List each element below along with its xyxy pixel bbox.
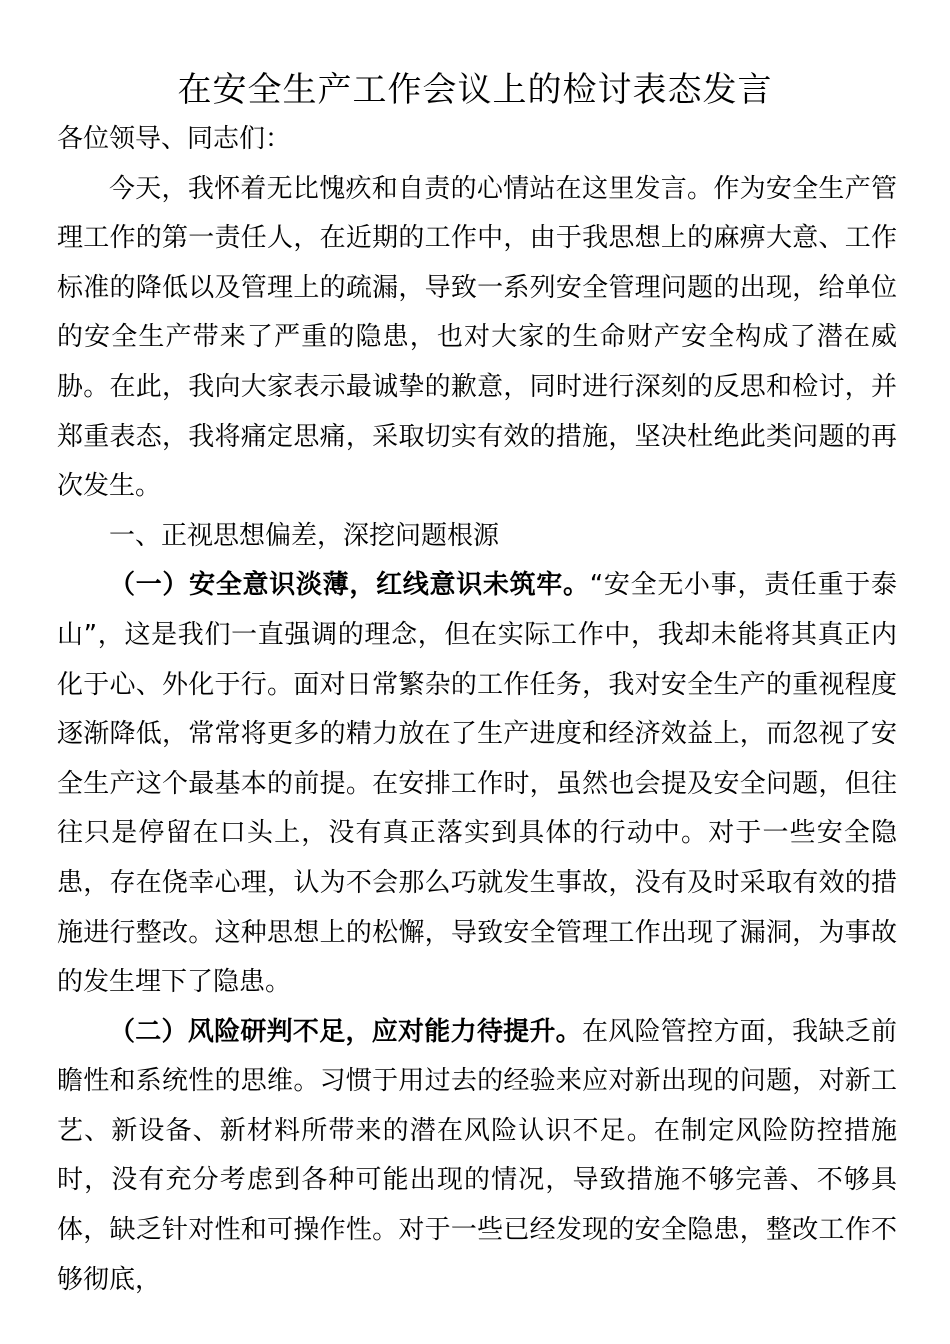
point-text-2: 在风险管控方面，我缺乏前瞻性和系统性的思维。习惯于用过去的经验来应对新出现的问题，对新工艺、新设备、新材料所带来的潜在风险认识不足。在制定风险防控措施时，没有充分考虑到各种可能出现的情况，导致措施不够完善、不够具体，缺乏针对性和可操作性。对于一些已经发现的安全隐患，整改工作不够彻底， bbox=[57, 1016, 897, 1295]
point-lead-2: （二）风险研判不足，应对能力待提升。 bbox=[109, 1016, 582, 1047]
point-paragraph-2 bbox=[57, 1008, 897, 1306]
document-body bbox=[57, 115, 897, 1305]
section-heading-1: 一、正视思想偏差，深挖问题根源 bbox=[109, 520, 500, 551]
point-lead-1: （一）安全意识淡薄，红线意识未筑牢。 bbox=[109, 570, 590, 601]
point-text-1: “安全无小事，责任重于泰山”，这是我们一直强调的理念，但在实际工作中，我却未能将其真正内化于心、外化于行。面对日常繁杂的工作任务，我对安全生产的重视程度逐渐降低，常常将更多的精力放在了生产进度和经济效益上，而忽视了安全生产这个最基本的前提。在安排工作时，虽然也会提及安全问题，但往往只是停留在口头上，没有真正落实到具体的行动中。对于一些安全隐患，存在侥幸心理，认为不会那么巧就发生事故，没有及时采取有效的措施进行整改。这种思想上的松懈，导致安全管理工作出现了漏洞，为事故的发生埋下了隐患。 bbox=[57, 570, 897, 998]
point-paragraph-1 bbox=[57, 561, 897, 1007]
document-title: 在安全生产工作会议上的检讨表态发言 bbox=[177, 70, 773, 110]
salutation: 各位领导、同志们： bbox=[57, 124, 292, 154]
intro-paragraph: 今天，我怀着无比愧疚和自责的心情站在这里发言。作为安全生产管理工作的第一责任人，在近期的工作中，由于我思想上的麻痹大意、工作标准的降低以及管理上的疏漏，导致一系列安全管理问题的出现，给单位的安全生产带来了严重的隐患，也对大家的生命财产安全构成了潜在威胁。在此，我向大家表示最诚挚的歉意，同时进行深刻的反思和检讨，并郑重表态，我将痛定思痛，采取切实有效的措施，坚决杜绝此类问题的再次发生。 bbox=[57, 173, 897, 502]
